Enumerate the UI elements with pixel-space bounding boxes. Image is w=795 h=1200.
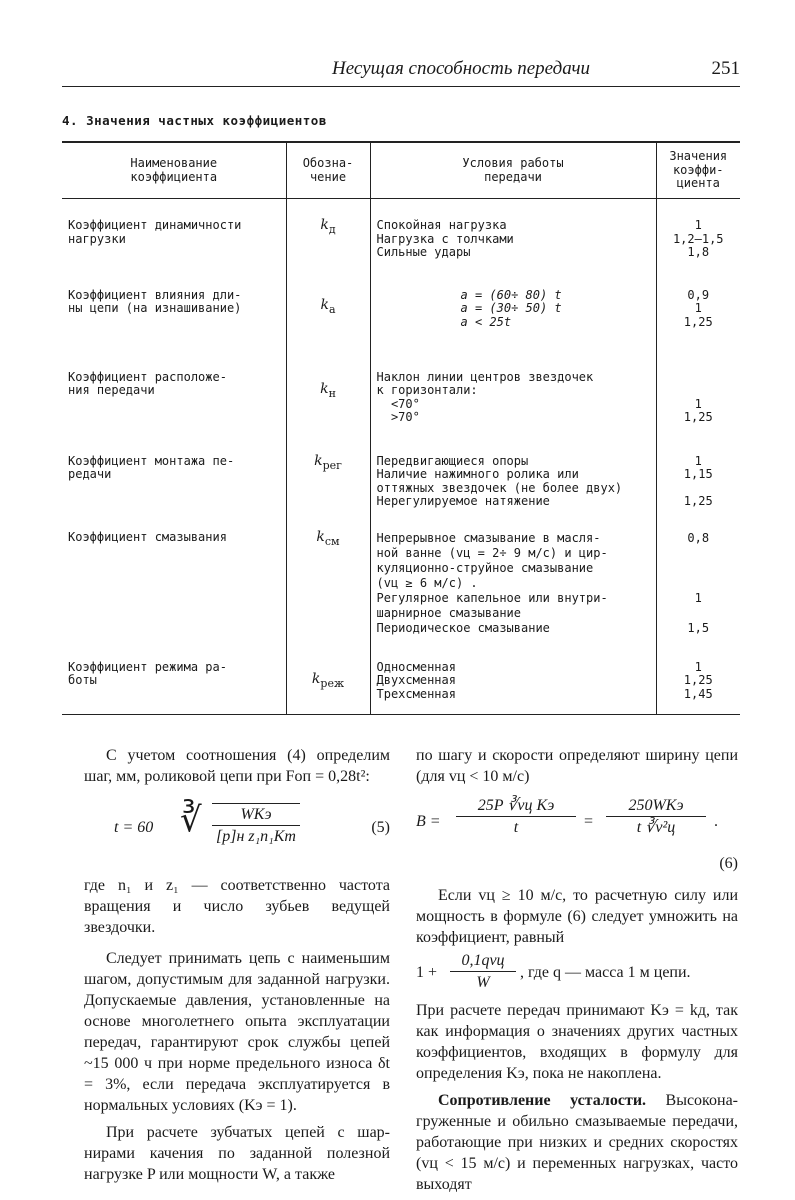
coef-values: 1 1,2—1,5 1,8 bbox=[656, 199, 740, 277]
table-row bbox=[62, 649, 740, 715]
paragraph: При расчете зубчатых цепей с шарнирами качения по заданной полезной нагрузке P или мощности W, а также bbox=[84, 1124, 390, 1183]
running-header bbox=[60, 56, 740, 86]
table-row bbox=[62, 199, 740, 277]
formula-lhs: t = 60 bbox=[114, 819, 154, 836]
table-row bbox=[62, 517, 740, 649]
coef-conditions: Передвигающиеся опоры Наличие нажимного ролика или оттяжных звездочек (не более двух) Нерегулируемое натяжение bbox=[370, 439, 656, 517]
col-header-symbol: Обозна- чение bbox=[286, 142, 370, 199]
coef-conditions: Односменная Двухсменная Трехсменная bbox=[370, 649, 656, 715]
coefficient-expression bbox=[416, 950, 738, 994]
coef-symbol: $k_н$ bbox=[286, 353, 370, 439]
col-header-values: Значения коэффи- циента bbox=[656, 142, 740, 199]
formula-5 bbox=[84, 797, 390, 857]
coef-conditions: a = (60÷ 80) t a = (30÷ 50) t a < 25t bbox=[370, 277, 656, 353]
paragraph: Следует принимать цепь с наименьшим шагом, допустимым для заданной нагрузки. Допускаемые давления, установленные на основе многолетнего опыта эксплуатации передач, гарантируют срок службы цепей ~15 000 ч при норме предельного износа δt = 3%, если передача эксплуатируется в нормальных условиях (Kэ = 1). bbox=[84, 950, 390, 1114]
paragraph: Сопротивление усталости. Высоконагруженные и обильно смазываемые передачи, работающие при низких и средних скоростях (vц < 15 м/с) и переменных нагрузках, часто выходят bbox=[416, 1092, 738, 1193]
coef-name: Коэффициент динамичности нагрузки bbox=[68, 218, 242, 246]
paragraph: где n₁ и z₁ — соответственно частота вращения и число зубьев ведущей звездочки. bbox=[84, 877, 390, 936]
formula-lhs: B = bbox=[416, 813, 441, 830]
formula-fraction: WKэ [p]н z₁n₁Km bbox=[212, 803, 300, 847]
paragraph: С учетом соотношения (4) определим шаг, мм, роликовой цепи при Fоп = 0,28t²: bbox=[84, 747, 390, 785]
coef-name: Коэффициент влияния дли- ны цепи (на изнашивание) bbox=[68, 287, 242, 315]
page-number: 251 bbox=[711, 58, 740, 79]
coef-values: 1 1,25 bbox=[656, 353, 740, 439]
paragraph: При расчете передач принимают Kэ = kд, так как информация о значениях других частных коэффициентов, входящих в формулу для определения Kэ, пока не накоплена. bbox=[416, 1002, 738, 1082]
formula-number: (6) bbox=[719, 855, 738, 872]
cube-root-sign: ∛ bbox=[180, 802, 202, 839]
paragraph: Если vц ≥ 10 м/с, то расчетную силу или мощность в формуле (6) следует умножить на коэффициент, равный bbox=[416, 887, 738, 946]
section-heading: Сопротивление усталости. bbox=[438, 1092, 647, 1109]
coefficients-table bbox=[62, 141, 740, 715]
header-rule bbox=[62, 86, 740, 87]
coef-name: Коэффициент режима ра- боты bbox=[62, 649, 286, 715]
table-header-row bbox=[62, 142, 740, 199]
paragraph: по шагу и скорости определяют ширину цепи (для vц < 10 м/с) bbox=[416, 747, 738, 785]
col-header-conditions: Условия работы передачи bbox=[370, 142, 656, 199]
table-caption: 4. Значения частных коэффициентов bbox=[62, 113, 327, 128]
right-column bbox=[416, 745, 738, 1195]
formula-fraction-2: 250WKэ t ∛v²ц bbox=[606, 795, 706, 838]
coef-symbol: $k_а$ bbox=[286, 277, 370, 353]
coef-values: 1 1,15 1,25 bbox=[656, 439, 740, 517]
coef-symbol: $k_{реж}$ bbox=[286, 649, 370, 715]
coef-name: Коэффициент смазывания bbox=[68, 529, 227, 544]
coef-conditions: Непрерывное смазывание в масля- ной ванне (vц = 2÷ 9 м/с) и цир- куляционно-струйное смазывание (vц ≥ 6 м/с) . Регулярное капельное или внутри- шарнирное смазывание Периодическое смазывание bbox=[370, 517, 656, 649]
coef-name: Коэффициент расположе- ния передачи bbox=[68, 369, 227, 397]
coef-conditions: Спокойная нагрузка Нагрузка с толчками Сильные удары bbox=[370, 199, 656, 277]
table-row bbox=[62, 439, 740, 517]
col-header-name: Наименование коэффициента bbox=[62, 142, 286, 199]
coef-symbol: $k_д$ bbox=[286, 199, 370, 277]
coef-values: 1 1,25 1,45 bbox=[656, 649, 740, 715]
coef-symbol: $k_{см}$ bbox=[286, 517, 370, 649]
coef-values: 0,8 1 1,5 bbox=[656, 517, 740, 649]
formula-fraction-1: 25P ∛vц Kэ t bbox=[456, 795, 576, 838]
formula-number: (5) bbox=[371, 819, 390, 836]
coef-lhs: 1 + bbox=[416, 964, 438, 981]
formula-6 bbox=[416, 795, 738, 879]
coef-rest: , где q — масса 1 м цепи. bbox=[520, 964, 691, 981]
running-title: Несущая способность передачи bbox=[332, 58, 591, 79]
equals-sign: = bbox=[584, 813, 594, 830]
coef-values: 0,9 1 1,25 bbox=[656, 277, 740, 353]
table-row bbox=[62, 353, 740, 439]
left-column bbox=[84, 745, 390, 1185]
coef-name: Коэффициент монтажа пе- редачи bbox=[68, 453, 235, 481]
coef-conditions: Наклон линии центров звездочек к горизонтали: <70° >70° bbox=[370, 353, 656, 439]
coef-symbol: $k_{рег}$ bbox=[286, 439, 370, 517]
table-row bbox=[62, 277, 740, 353]
formula-period: . bbox=[714, 813, 718, 830]
coef-fraction: 0,1qvц W bbox=[450, 950, 516, 993]
